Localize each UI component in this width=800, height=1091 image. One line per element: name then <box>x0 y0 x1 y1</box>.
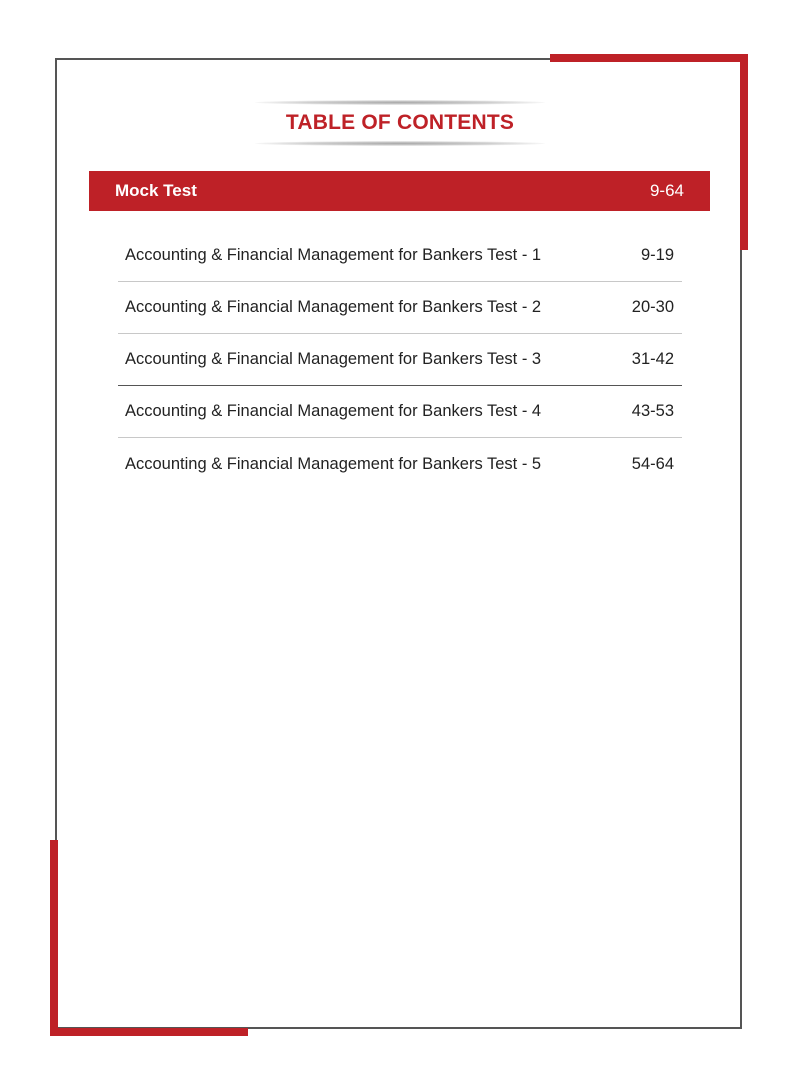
toc-entry-2[interactable] <box>118 282 682 334</box>
toc-entry-label: Accounting & Financial Management for Bankers Test - 2 <box>125 298 542 316</box>
section-label: Mock Test <box>115 181 197 200</box>
toc-entry-5[interactable] <box>118 438 682 490</box>
toc-entry-label: Accounting & Financial Management for Bankers Test - 1 <box>125 246 542 264</box>
corner-accent-bottom-left <box>50 1028 248 1036</box>
toc-entry-pages: 54-64 <box>631 454 674 473</box>
toc-entry-label: Accounting & Financial Management for Bankers Test - 5 <box>125 454 542 473</box>
toc-entry-1[interactable] <box>118 230 682 282</box>
corner-accent-top-right-vertical <box>740 54 748 250</box>
toc-entry-3[interactable] <box>118 334 682 386</box>
title-rule-bottom <box>255 141 545 146</box>
corner-accent-top-right <box>550 54 748 62</box>
toc-entry-label: Accounting & Financial Management for Bankers Test - 4 <box>125 402 542 420</box>
toc-list <box>118 230 682 490</box>
title-block <box>255 100 545 146</box>
toc-entry-pages: 9-19 <box>640 246 674 264</box>
toc-entry-pages: 31-42 <box>631 350 674 368</box>
toc-entry-label: Accounting & Financial Management for Bankers Test - 3 <box>125 350 542 368</box>
toc-entry-pages: 43-53 <box>631 402 674 420</box>
page-title: TABLE OF CONTENTS <box>285 111 515 134</box>
section-pages: 9-64 <box>649 181 684 200</box>
title-rule-top <box>255 100 545 105</box>
toc-entry-pages: 20-30 <box>631 298 674 316</box>
corner-accent-bottom-left-vertical <box>50 840 58 1036</box>
section-header-bar[interactable] <box>89 171 710 211</box>
toc-entry-4[interactable] <box>118 386 682 438</box>
